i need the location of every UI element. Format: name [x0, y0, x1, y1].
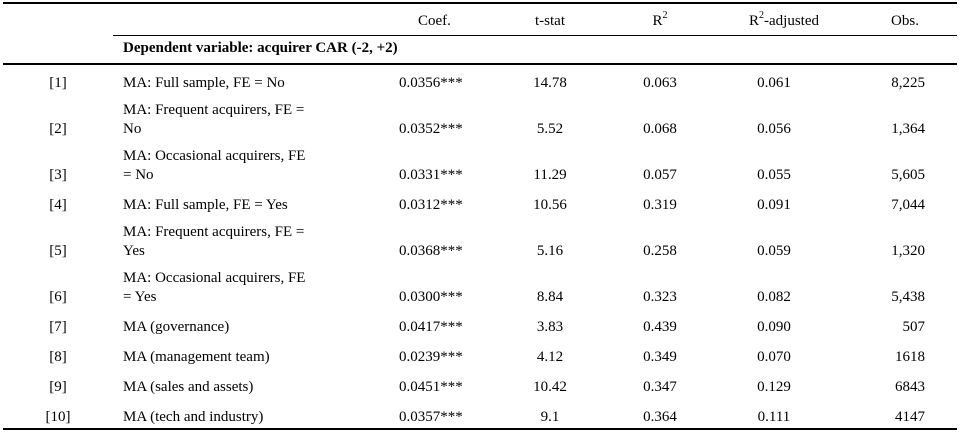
row-index: [1] — [49, 75, 67, 91]
cell-obs: 5,605 — [891, 167, 925, 183]
cell-r2adj: 0.111 — [757, 409, 791, 425]
header-r2 — [620, 12, 700, 30]
row-description: MA (tech and industry) — [123, 409, 264, 425]
cell-r2: 0.258 — [643, 243, 677, 259]
cell-obs: 1,364 — [891, 121, 925, 137]
cell-coef: 0.0352*** — [399, 121, 463, 137]
cell-r2: 0.349 — [643, 349, 677, 365]
header-obs: Obs. — [891, 13, 919, 29]
cell-obs: 1,320 — [891, 243, 925, 259]
row-index: [7] — [49, 319, 67, 335]
header-r2adj-sup: 2 — [759, 10, 765, 21]
cell-coef: 0.0417*** — [399, 319, 463, 335]
cell-coef: 0.0300*** — [399, 289, 463, 305]
header-r2-sup: 2 — [662, 10, 668, 21]
row-description: MA: Full sample, FE = Yes — [123, 197, 288, 213]
cell-r2adj: 0.082 — [757, 289, 791, 305]
row-description-cont: = Yes — [123, 289, 157, 305]
header-coef: Coef. — [418, 13, 451, 29]
cell-coef: 0.0239*** — [399, 349, 463, 365]
cell-obs: 6843 — [895, 379, 925, 395]
cell-r2adj: 0.056 — [757, 121, 791, 137]
cell-r2adj: 0.061 — [757, 75, 791, 91]
row-index: [5] — [49, 243, 67, 259]
header-r2adj-base: R — [749, 13, 760, 29]
row-index: [9] — [49, 379, 67, 395]
top-rule — [3, 2, 957, 4]
row-description: MA (sales and assets) — [123, 379, 254, 395]
row-description: MA: Occasional acquirers, FE — [123, 148, 306, 164]
cell-tstat: 11.29 — [533, 167, 567, 183]
cell-obs: 7,044 — [891, 197, 925, 213]
cell-tstat: 5.52 — [536, 121, 564, 137]
cell-obs: 507 — [902, 319, 925, 335]
row-description-cont: Yes — [123, 243, 145, 259]
row-description: MA (governance) — [123, 319, 230, 335]
row-description: MA: Full sample, FE = No — [123, 75, 285, 91]
cell-r2adj: 0.090 — [757, 319, 791, 335]
header-tstat: t-stat — [535, 13, 565, 29]
cell-r2: 0.319 — [643, 197, 677, 213]
row-description-cont: = No — [123, 167, 154, 183]
row-description-cont: No — [123, 121, 142, 137]
row-index: [4] — [49, 197, 67, 213]
cell-obs: 4147 — [895, 409, 925, 425]
row-index: [2] — [49, 121, 67, 137]
section-label: Dependent variable: acquirer CAR (-2, +2) — [123, 40, 398, 56]
cell-r2adj: 0.091 — [757, 197, 791, 213]
cell-coef: 0.0357*** — [399, 409, 463, 425]
row-index: [6] — [49, 289, 67, 305]
cell-coef: 0.0312*** — [399, 197, 463, 213]
row-index: [8] — [49, 349, 67, 365]
header-r2-base: R — [652, 13, 663, 29]
cell-r2adj: 0.059 — [757, 243, 791, 259]
row-description: MA (management team) — [123, 349, 270, 365]
row-description: MA: Occasional acquirers, FE — [123, 270, 306, 286]
cell-tstat: 10.42 — [533, 379, 567, 395]
row-index: [3] — [49, 167, 67, 183]
cell-tstat: 4.12 — [536, 349, 564, 365]
header-r2adj — [749, 12, 819, 30]
cell-r2adj: 0.129 — [757, 379, 791, 395]
row-description: MA: Frequent acquirers, FE = — [123, 224, 305, 240]
row-description: MA: Frequent acquirers, FE = — [123, 102, 305, 118]
row-index: [10] — [45, 409, 71, 425]
header-r2adj-suffix: -adjusted — [764, 13, 819, 29]
cell-r2adj: 0.055 — [757, 167, 791, 183]
cell-obs: 5,438 — [891, 289, 925, 305]
cell-r2: 0.057 — [643, 167, 677, 183]
header-rule — [113, 35, 957, 36]
cell-r2: 0.068 — [643, 121, 677, 137]
cell-tstat: 14.78 — [533, 75, 567, 91]
cell-r2: 0.323 — [643, 289, 677, 305]
cell-coef: 0.0331*** — [399, 167, 463, 183]
cell-coef: 0.0368*** — [399, 243, 463, 259]
cell-obs: 8,225 — [891, 75, 925, 91]
cell-coef: 0.0451*** — [399, 379, 463, 395]
cell-r2: 0.439 — [643, 319, 677, 335]
cell-tstat: 3.83 — [536, 319, 564, 335]
cell-coef: 0.0356*** — [399, 75, 463, 91]
cell-r2adj: 0.070 — [757, 349, 791, 365]
section-rule — [3, 63, 957, 65]
cell-tstat: 9.1 — [540, 409, 560, 425]
cell-tstat: 10.56 — [533, 197, 567, 213]
cell-r2: 0.347 — [643, 379, 677, 395]
cell-tstat: 5.16 — [536, 243, 564, 259]
cell-r2: 0.063 — [643, 75, 677, 91]
bottom-rule — [3, 428, 957, 430]
cell-obs: 1618 — [895, 349, 925, 365]
cell-r2: 0.364 — [643, 409, 677, 425]
cell-tstat: 8.84 — [536, 289, 564, 305]
